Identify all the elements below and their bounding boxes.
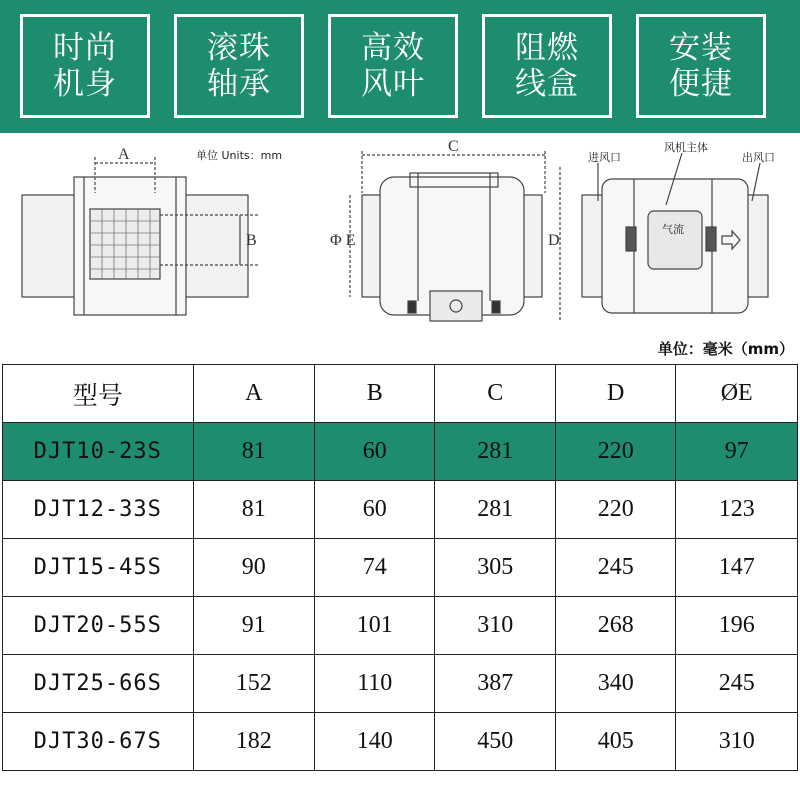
airflow-label: 气流 <box>662 223 684 236</box>
feature-line: 阻燃 <box>515 30 579 66</box>
value-cell: 220 <box>555 481 675 539</box>
front-view-drawing <box>22 157 260 315</box>
value-cell: 281 <box>435 423 555 481</box>
body-label: 风机主体 <box>664 141 708 154</box>
value-cell: 281 <box>435 481 555 539</box>
value-cell: 140 <box>315 713 435 771</box>
feature-line: 线盒 <box>515 66 579 102</box>
header-a: A <box>193 365 315 423</box>
feature-banner <box>0 0 800 133</box>
feature-line: 时尚 <box>53 30 117 66</box>
inlet-label: 进风口 <box>588 151 621 164</box>
value-cell: 74 <box>315 539 435 597</box>
value-cell: 310 <box>435 597 555 655</box>
feature-line: 便捷 <box>669 66 733 102</box>
value-cell: 245 <box>555 539 675 597</box>
dim-c-label: C <box>448 138 459 155</box>
spec-table <box>2 364 798 771</box>
table-header-row <box>3 365 798 423</box>
header-e: ØE <box>676 365 798 423</box>
side-view-drawing <box>350 151 560 321</box>
table-row <box>3 655 798 713</box>
unit-note: 单位：毫米（mm） <box>657 340 794 358</box>
feature-line: 轴承 <box>207 66 271 102</box>
value-cell: 220 <box>555 423 675 481</box>
value-cell: 450 <box>435 713 555 771</box>
header-model: 型号 <box>3 365 194 423</box>
feature-flame-retardant-box <box>482 14 612 118</box>
table-row <box>3 481 798 539</box>
header-d: D <box>555 365 675 423</box>
value-cell: 310 <box>676 713 798 771</box>
table-row <box>3 597 798 655</box>
dim-b-label: B <box>246 232 257 249</box>
value-cell: 101 <box>315 597 435 655</box>
header-b: B <box>315 365 435 423</box>
feature-easy-install <box>636 14 766 118</box>
value-cell: 97 <box>676 423 798 481</box>
value-cell: 245 <box>676 655 798 713</box>
feature-line: 滚珠 <box>207 30 271 66</box>
value-cell: 152 <box>193 655 315 713</box>
feature-line: 机身 <box>53 66 117 102</box>
feature-ball-bearing <box>174 14 304 118</box>
model-cell: DJT12-33S <box>3 481 194 539</box>
dimension-diagrams <box>0 133 800 363</box>
value-cell: 387 <box>435 655 555 713</box>
model-cell: DJT10-23S <box>3 423 194 481</box>
value-cell: 340 <box>555 655 675 713</box>
dim-d-label: D <box>548 232 560 249</box>
value-cell: 110 <box>315 655 435 713</box>
feature-efficient-blade <box>328 14 458 118</box>
table-row <box>3 539 798 597</box>
dim-e-label: Φ E <box>330 232 356 249</box>
value-cell: 81 <box>193 481 315 539</box>
value-cell: 405 <box>555 713 675 771</box>
value-cell: 60 <box>315 481 435 539</box>
unit-label: 单位 Units：mm <box>196 149 283 162</box>
value-cell: 123 <box>676 481 798 539</box>
model-cell: DJT15-45S <box>3 539 194 597</box>
model-cell: DJT25-66S <box>3 655 194 713</box>
feature-fashion-body <box>20 14 150 118</box>
value-cell: 81 <box>193 423 315 481</box>
feature-line: 安装 <box>669 30 733 66</box>
model-cell: DJT20-55S <box>3 597 194 655</box>
dim-a-label: A <box>118 146 130 163</box>
table-row <box>3 423 798 481</box>
value-cell: 60 <box>315 423 435 481</box>
outlet-label: 出风口 <box>742 151 775 164</box>
model-cell: DJT30-67S <box>3 713 194 771</box>
value-cell: 90 <box>193 539 315 597</box>
value-cell: 268 <box>555 597 675 655</box>
feature-line: 风叶 <box>361 66 425 102</box>
value-cell: 305 <box>435 539 555 597</box>
value-cell: 196 <box>676 597 798 655</box>
value-cell: 147 <box>676 539 798 597</box>
value-cell: 91 <box>193 597 315 655</box>
value-cell: 182 <box>193 713 315 771</box>
feature-line: 高效 <box>361 30 425 66</box>
header-c: C <box>435 365 555 423</box>
table-row <box>3 713 798 771</box>
